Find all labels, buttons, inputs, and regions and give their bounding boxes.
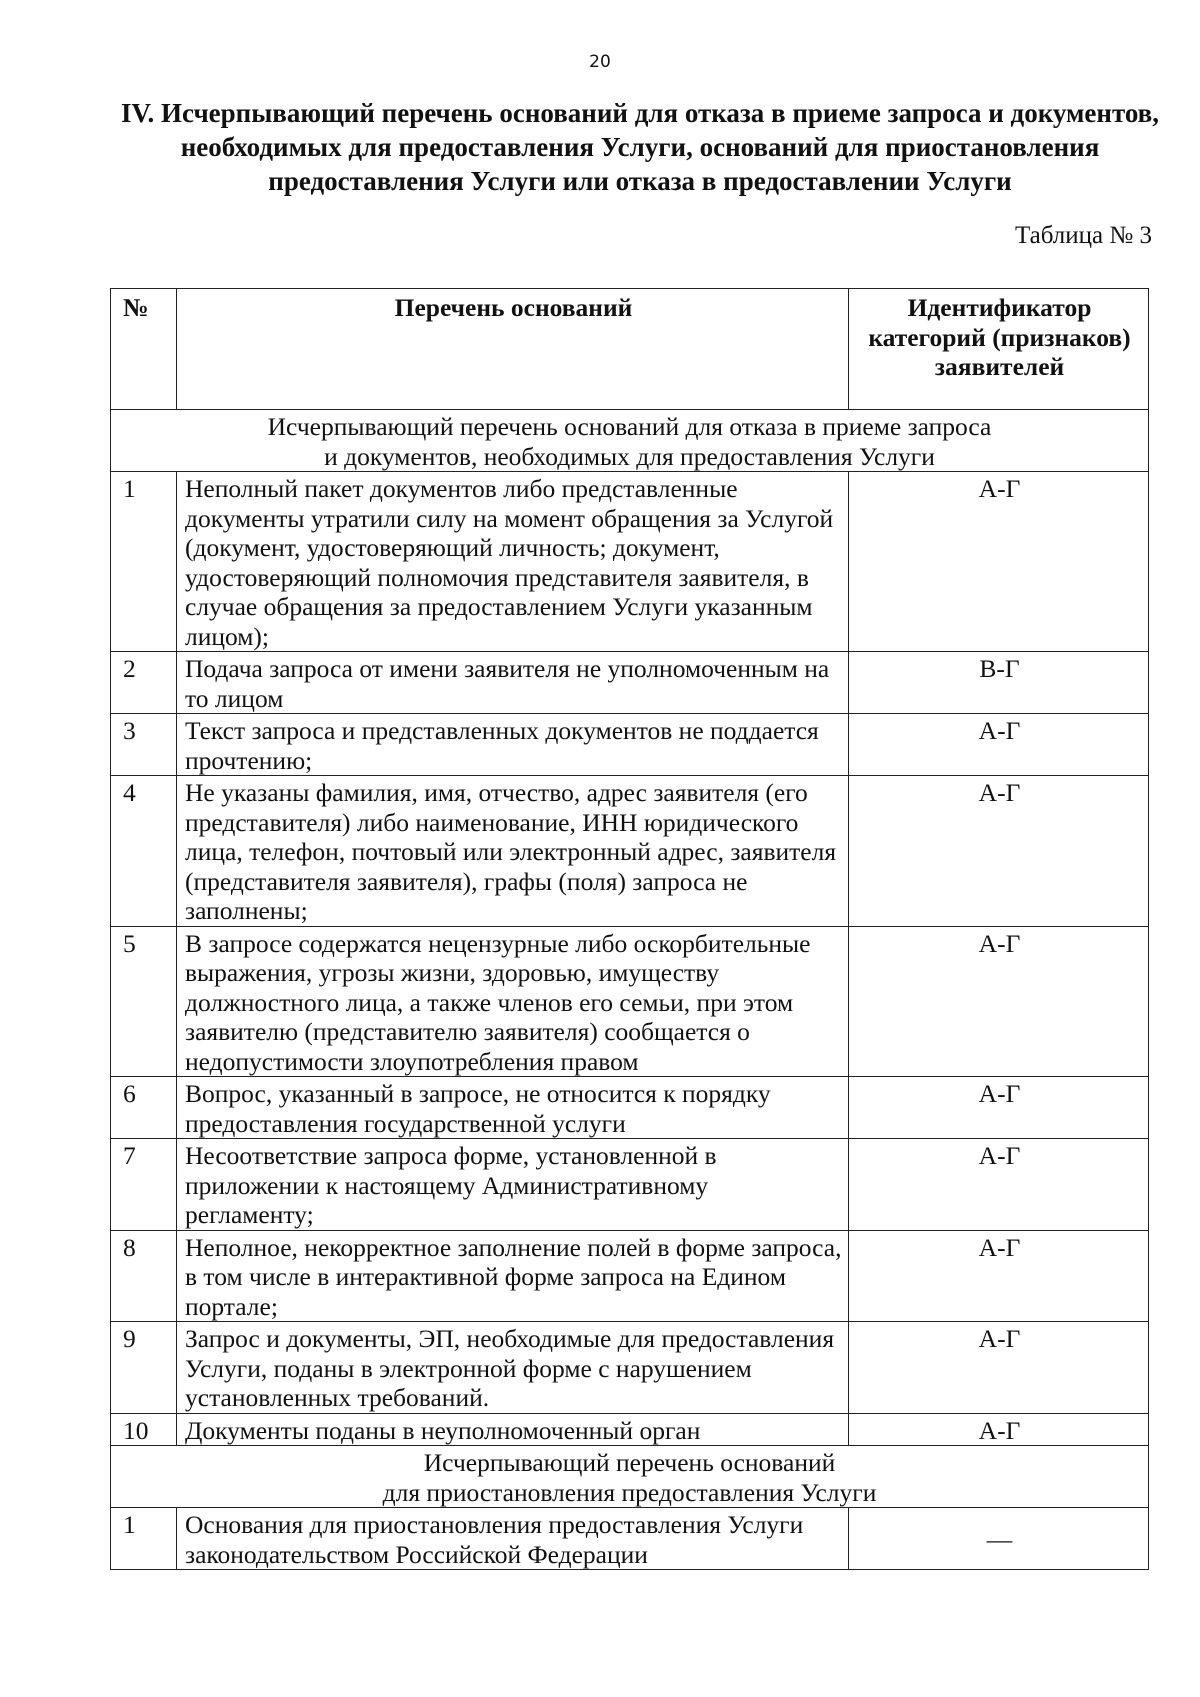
table-row — [111, 776, 1149, 927]
header-grounds: Перечень оснований — [177, 289, 849, 410]
row-category-code: А-Г — [849, 1322, 1149, 1414]
row-ground-text: Подача запроса от имени заявителя не уполномоченным на то лицом — [177, 652, 849, 714]
row-category-code: А-Г — [849, 926, 1149, 1077]
table-row — [111, 1508, 1149, 1570]
row-category-code: В-Г — [849, 652, 1149, 714]
row-ground-text: Текст запроса и представленных документов не поддается прочтению; — [177, 714, 849, 776]
row-category-code: А-Г — [849, 1139, 1149, 1231]
grounds-table — [110, 288, 1149, 1570]
page-number: 20 — [589, 52, 611, 72]
table-caption: Таблица № 3 — [1014, 222, 1152, 249]
table-row — [111, 1139, 1149, 1231]
row-category-code: А-Г — [849, 776, 1149, 927]
row-ground-text: Неполное, некорректное заполнение полей в форме запроса, в том числе в интерактивной форме запроса на Едином портале; — [177, 1230, 849, 1322]
row-ground-text: Несоответствие запроса форме, установленной в приложении к настоящему Административному регламенту; — [177, 1139, 849, 1231]
row-number: 3 — [111, 714, 177, 776]
row-category-code: А-Г — [849, 1077, 1149, 1139]
row-number: 1 — [111, 1508, 177, 1570]
row-number: 9 — [111, 1322, 177, 1414]
row-category-code: А-Г — [849, 472, 1149, 652]
row-ground-text: Неполный пакет документов либо представленные документы утратили силу на момент обращения за Услугой (документ, удостоверяющий личность; документ, удостоверяющий полномочия представителя заявителя, в случае обращения за предоставлением Услуги указанным лицом); — [177, 472, 849, 652]
section-title-row — [111, 1446, 1149, 1508]
section-title-refusal — [111, 410, 1149, 472]
table-row — [111, 1413, 1149, 1446]
row-number: 10 — [111, 1413, 177, 1446]
table-row — [111, 472, 1149, 652]
section-title-row — [111, 410, 1149, 472]
row-number: 1 — [111, 472, 177, 652]
row-category-code: А-Г — [849, 714, 1149, 776]
row-number: 2 — [111, 652, 177, 714]
section-heading: IV. Исчерпывающий перечень оснований для отказа в приеме запроса и документов, необходимых для предоставления Услуги, оснований для приостановления предоставления Услуги или отказа в предоставлении Услуги — [120, 98, 1160, 196]
header-categories: Идентификатор категорий (признаков) заявителей — [849, 289, 1149, 410]
table-row — [111, 652, 1149, 714]
row-ground-text: Запрос и документы, ЭП, необходимые для предоставления Услуги, поданы в электронной форме с нарушением установленных требований. — [177, 1322, 849, 1414]
table-row — [111, 1322, 1149, 1414]
section-title-line: Исчерпывающий перечень оснований — [423, 1448, 836, 1477]
table-row — [111, 1230, 1149, 1322]
table-row — [111, 1077, 1149, 1139]
row-ground-text: Не указаны фамилия, имя, отчество, адрес заявителя (его представителя) либо наименование, ИНН юридического лица, телефон, почтовый или электронный адрес, заявителя (представителя заявителя), графы (поля) запроса не заполнены; — [177, 776, 849, 927]
table-header-row — [111, 289, 1149, 410]
row-ground-text: В запросе содержатся нецензурные либо оскорбительные выражения, угрозы жизни, здоровью, имуществу должностного лица, а также членов его семьи, при этом заявителю (представителю заявителя) сообщается о недопустимости злоупотребления правом — [177, 926, 849, 1077]
header-number: № — [111, 289, 177, 410]
row-number: 5 — [111, 926, 177, 1077]
section-title-line: для приостановления предоставления Услуги — [382, 1477, 877, 1507]
section-title-line: и документов, необходимых для предоставления Услуги — [324, 441, 935, 471]
row-category-code: А-Г — [849, 1230, 1149, 1322]
row-ground-text: Вопрос, указанный в запросе, не относится к порядку предоставления государственной услуги — [177, 1077, 849, 1139]
section-title-suspension — [111, 1446, 1149, 1508]
row-number: 8 — [111, 1230, 177, 1322]
row-category-code: — — [849, 1508, 1149, 1570]
row-number: 6 — [111, 1077, 177, 1139]
table-row — [111, 926, 1149, 1077]
row-ground-text: Документы поданы в неуполномоченный орган — [177, 1413, 849, 1446]
row-category-code: А-Г — [849, 1413, 1149, 1446]
table-row — [111, 714, 1149, 776]
row-ground-text: Основания для приостановления предоставления Услуги законодательством Российской Федерации — [177, 1508, 849, 1570]
row-number: 4 — [111, 776, 177, 927]
row-number: 7 — [111, 1139, 177, 1231]
section-title-line: Исчерпывающий перечень оснований для отказа в приеме запроса — [267, 412, 992, 441]
